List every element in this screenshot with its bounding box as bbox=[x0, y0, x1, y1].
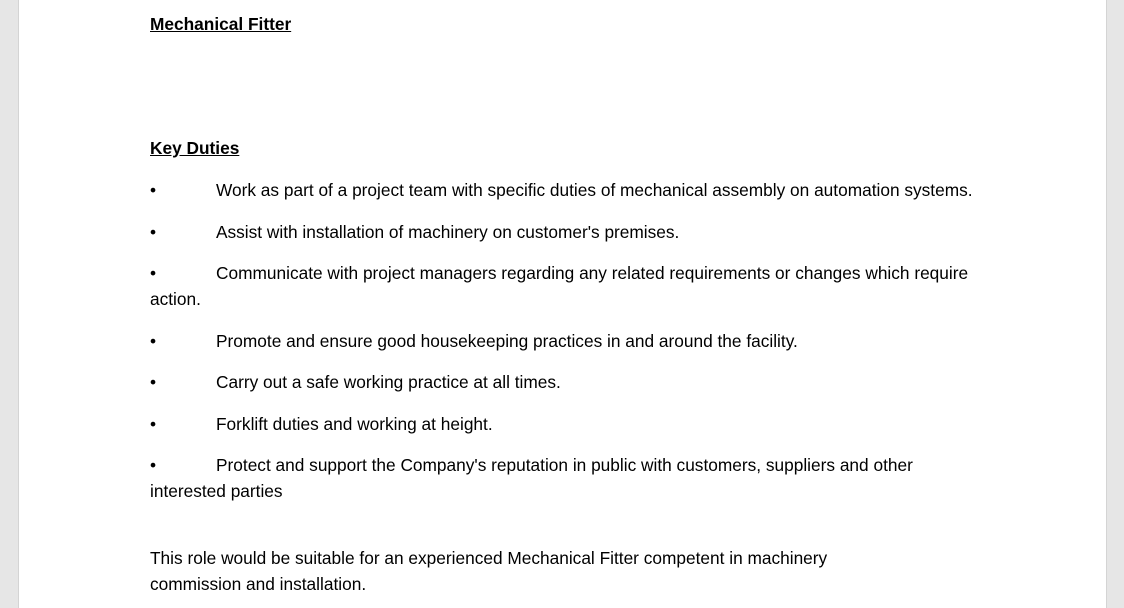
list-item bbox=[150, 328, 990, 354]
document-title: Mechanical Fitter bbox=[150, 14, 292, 34]
duty-text: Promote and ensure good housekeeping practices in and around the facility. bbox=[216, 330, 798, 351]
summary-paragraph: This role would be suitable for an experienced Mechanical Fitter competent in machinery commission and installation. bbox=[150, 548, 828, 594]
duty-text: Carry out a safe working practice at all times. bbox=[216, 372, 561, 392]
list-item bbox=[150, 219, 990, 245]
duty-text: Assist with installation of machinery on customer's premises. bbox=[216, 221, 680, 242]
bullet-icon: • bbox=[150, 330, 157, 351]
duty-text: Work as part of a project team with specific duties of mechanical assembly on automation systems. bbox=[216, 180, 973, 200]
list-item bbox=[150, 369, 990, 395]
bullet-icon: • bbox=[150, 413, 157, 434]
bullet-icon: • bbox=[150, 455, 157, 475]
duty-text: Communicate with project managers regarding any related requirements or changes which require action. bbox=[150, 263, 969, 309]
bullet-icon: • bbox=[150, 372, 157, 392]
document-page bbox=[18, 0, 1107, 608]
duty-text: Forklift duties and working at height. bbox=[216, 413, 493, 434]
list-item bbox=[150, 452, 990, 504]
duty-text: Protect and support the Company's reputation in public with customers, suppliers and other interested parties bbox=[150, 455, 913, 501]
list-item bbox=[150, 260, 990, 312]
bullet-icon: • bbox=[150, 221, 157, 242]
list-item bbox=[150, 411, 990, 437]
section-heading-key-duties: Key Duties bbox=[150, 138, 240, 158]
bullet-icon: • bbox=[150, 180, 157, 200]
list-item bbox=[150, 177, 990, 203]
bullet-icon: • bbox=[150, 263, 157, 283]
duties-list bbox=[150, 177, 990, 520]
